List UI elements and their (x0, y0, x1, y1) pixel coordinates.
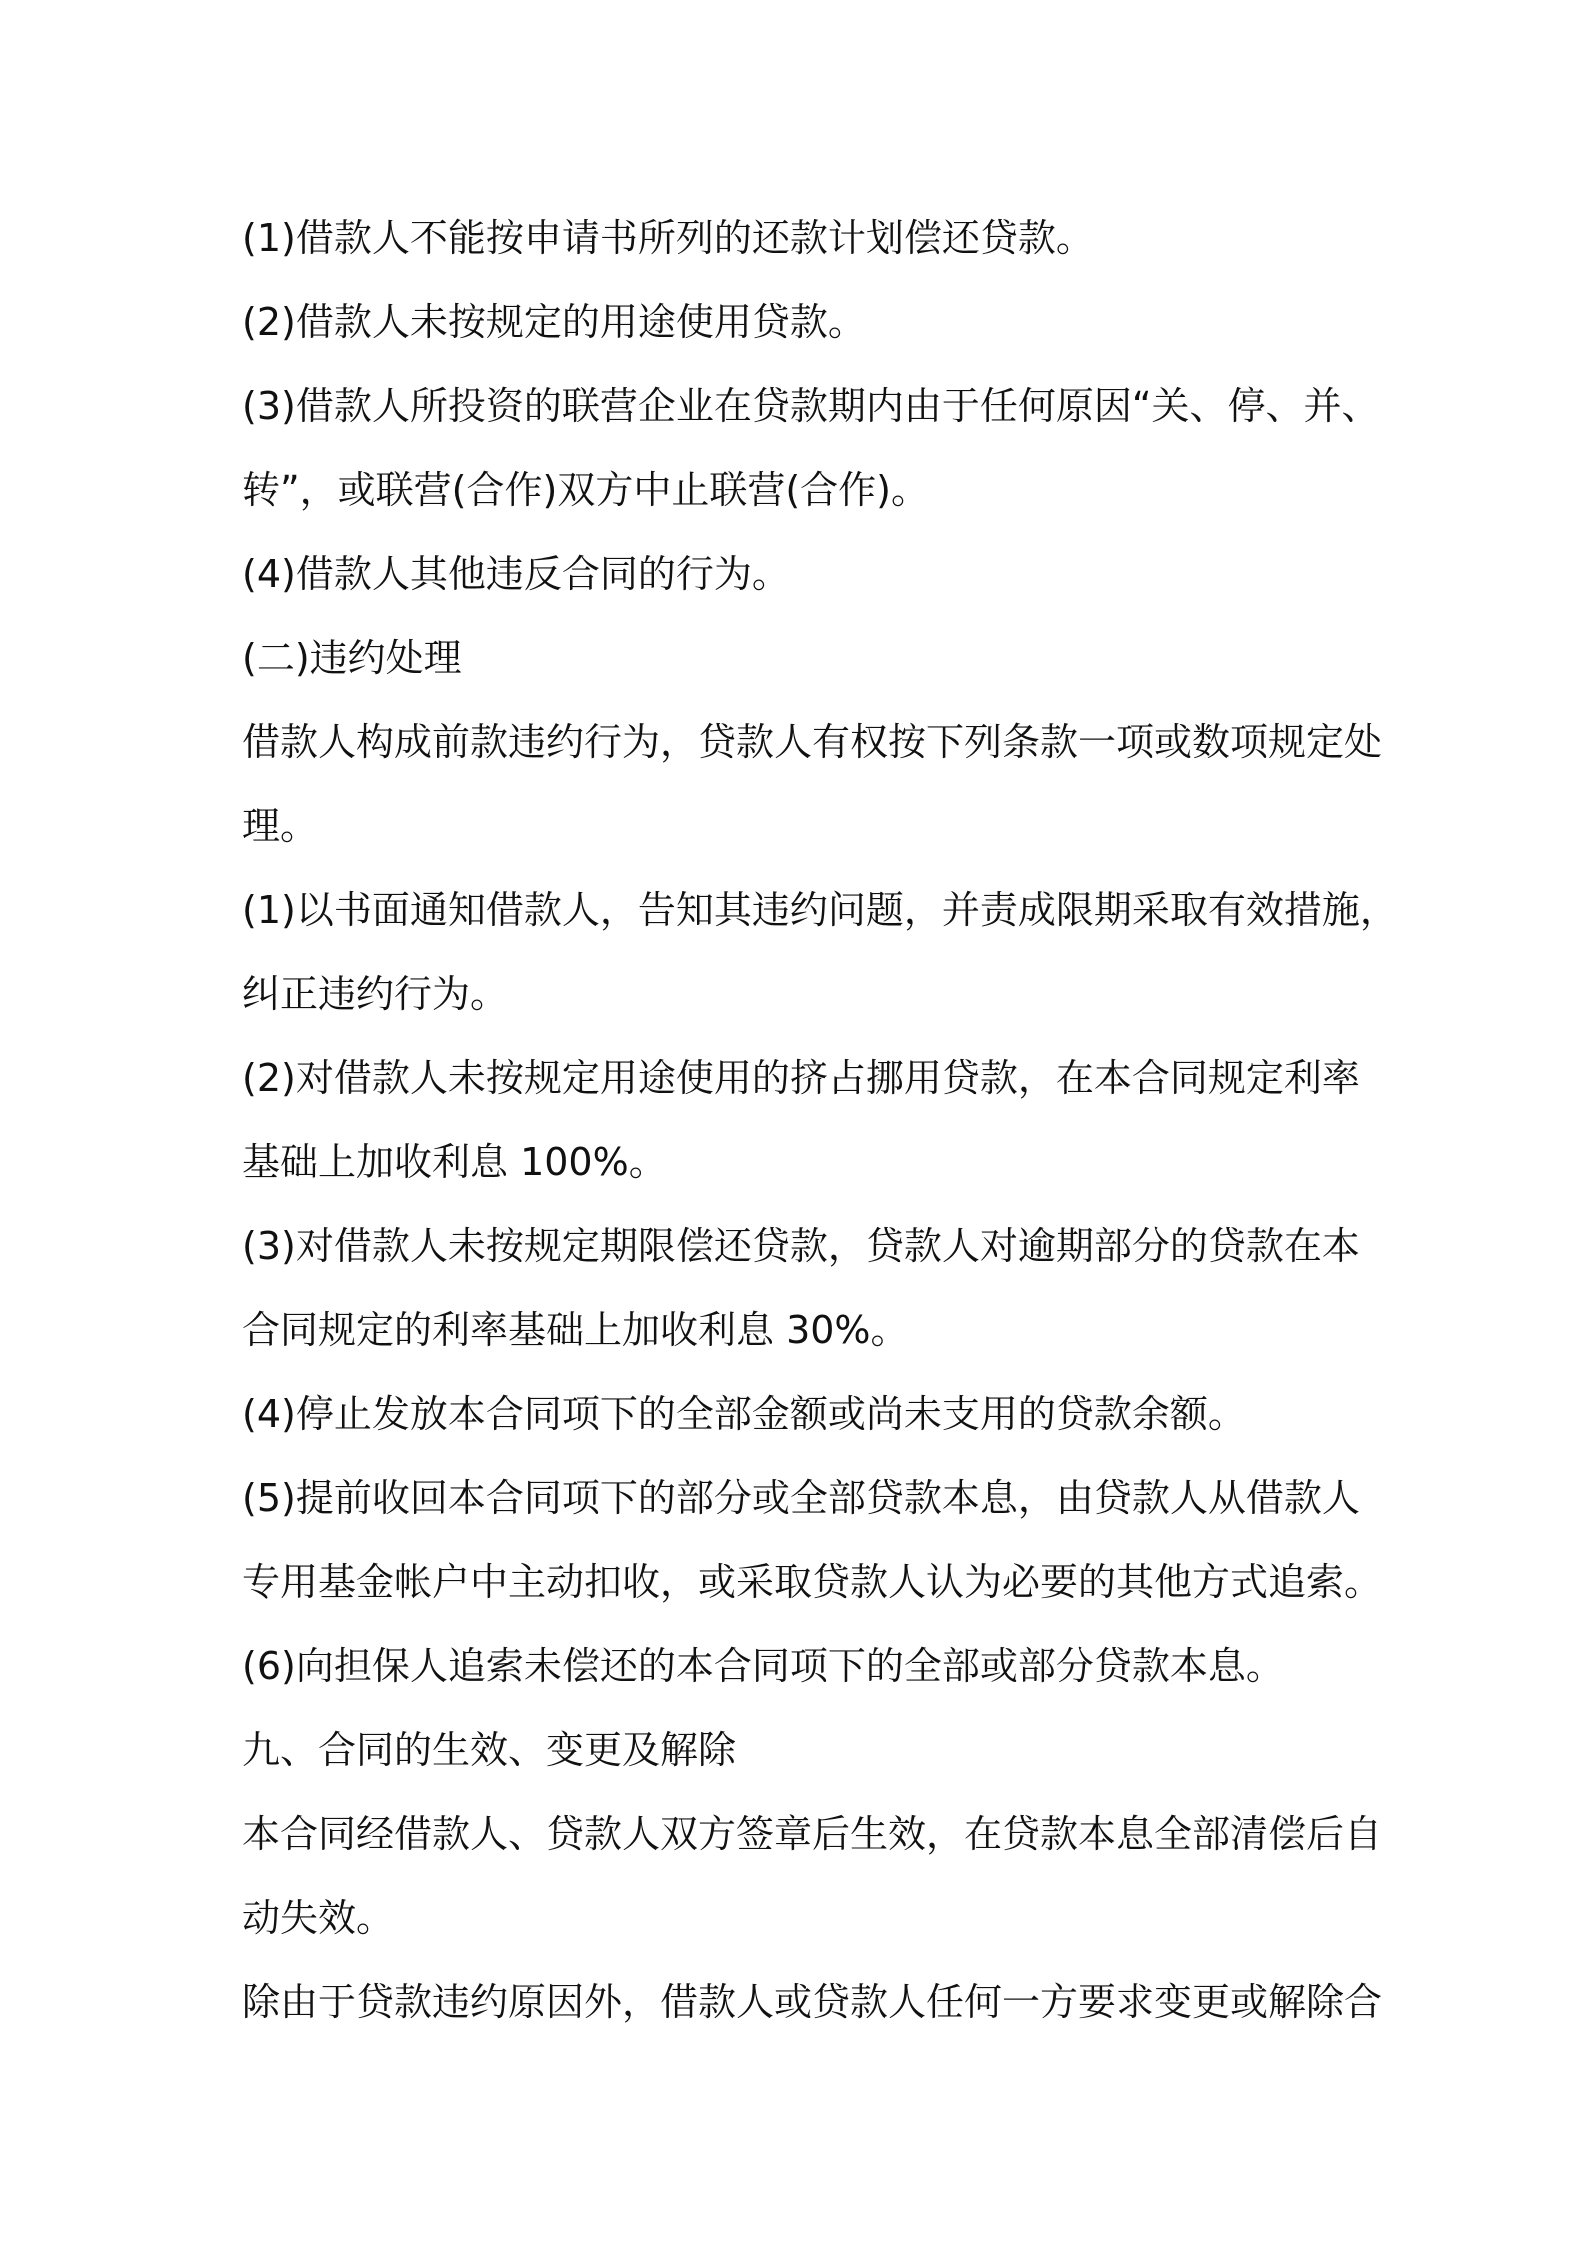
text-line: 本合同经借款人、贷款人双方签章后生效，在贷款本息全部清偿后自 (242, 1812, 1383, 1856)
text-line: (5)提前收回本合同项下的部分或全部贷款本息，由贷款人从借款人 (242, 1476, 1360, 1520)
text-line: (2)借款人未按规定的用途使用贷款。 (242, 300, 866, 344)
text-line: (4)停止发放本合同项下的全部金额或尚未支用的贷款余额。 (242, 1392, 1246, 1436)
text-line: 借款人构成前款违约行为，贷款人有权按下列条款一项或数项规定处 (242, 720, 1383, 764)
text-line: 基础上加收利息 100%。 (242, 1140, 667, 1184)
text-line: (1)借款人不能按申请书所列的还款计划偿还贷款。 (242, 216, 1094, 260)
text-line: 动失效。 (242, 1896, 395, 1940)
text-line: (1)以书面通知借款人，告知其违约问题，并责成限期采取有效措施， (242, 888, 1398, 932)
section-heading: 九、合同的生效、变更及解除 (242, 1728, 737, 1772)
text-line: (4)借款人其他违反合同的行为。 (242, 552, 790, 596)
document-body (242, 196, 1398, 2044)
text-line: 除由于贷款违约原因外，借款人或贷款人任何一方要求变更或解除合 (242, 1980, 1383, 2024)
text-line: 转”，或联营(合作)双方中止联营(合作)。 (242, 468, 929, 512)
text-line: 纠正违约行为。 (242, 972, 509, 1016)
text-line: 专用基金帐户中主动扣收，或采取贷款人认为必要的其他方式追索。 (242, 1560, 1383, 1604)
text-line: 合同规定的利率基础上加收利息 30%。 (242, 1308, 909, 1352)
text-line: 理。 (242, 804, 319, 848)
section-heading: (二)违约处理 (242, 636, 462, 680)
text-line: (3)借款人所投资的联营企业在贷款期内由于任何原因“关、停、并、 (242, 384, 1380, 428)
text-line: (2)对借款人未按规定用途使用的挤占挪用贷款，在本合同规定利率 (242, 1056, 1360, 1100)
text-line: (3)对借款人未按规定期限偿还贷款，贷款人对逾期部分的贷款在本 (242, 1224, 1360, 1268)
text-line: (6)向担保人追索未偿还的本合同项下的全部或部分贷款本息。 (242, 1644, 1284, 1688)
